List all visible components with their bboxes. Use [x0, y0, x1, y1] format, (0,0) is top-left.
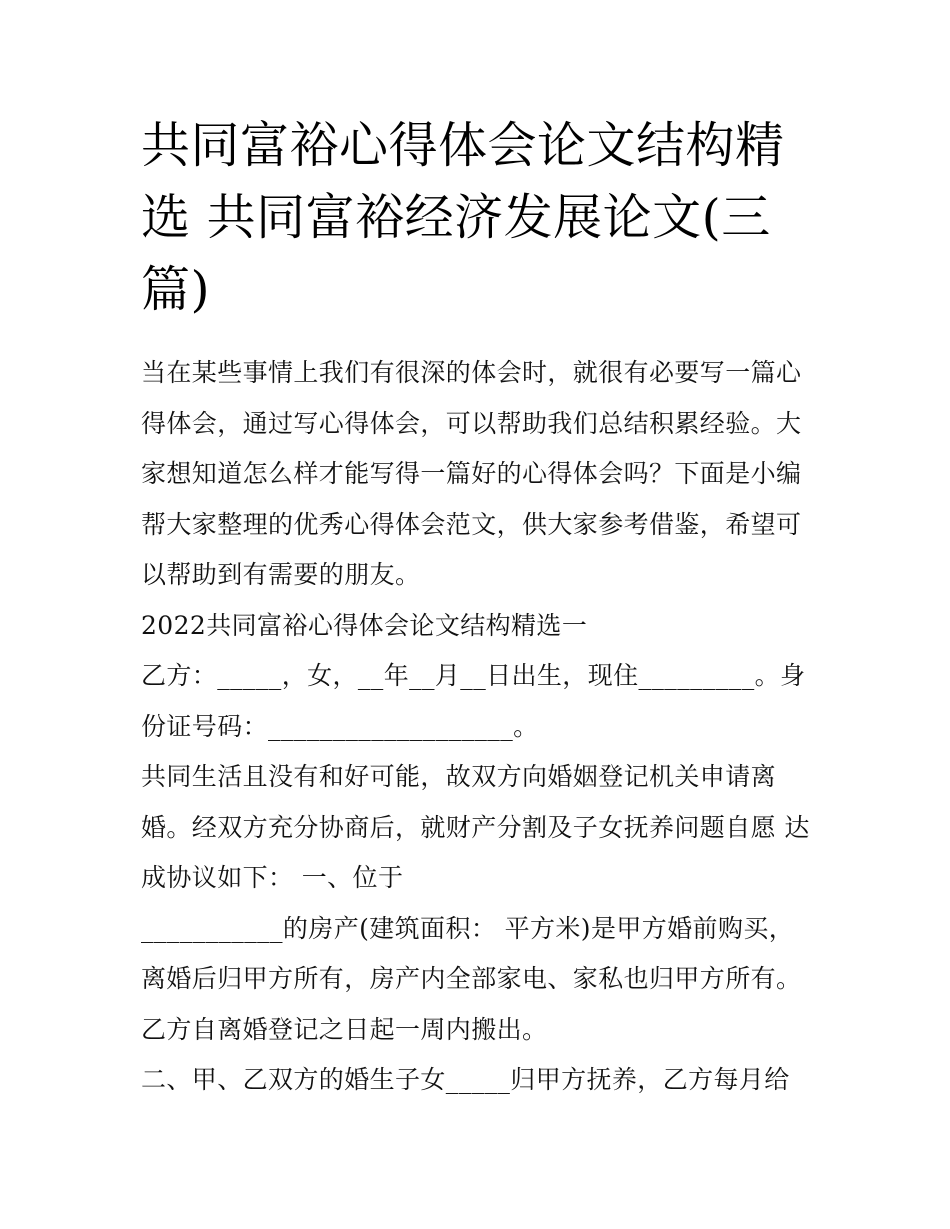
- property-clause-paragraph: ___________的房产(建筑面积： 平方米)是甲方婚前购买，离婚后归甲方所有，房产内全部家电、家私也归甲方所有。乙方自离婚登记之日起一周内搬出。: [141, 913, 802, 1044]
- document-body: [141, 348, 813, 1106]
- party-b-info-paragraph: 乙方：_____，女，__年__月__日出生，现住_________。身份证号码：___________________。: [141, 661, 806, 741]
- document-title: 共同富裕心得体会论文结构精选 共同富裕经济发展论文(三篇): [141, 117, 785, 318]
- document-content: [141, 110, 813, 1106]
- section-heading: 2022共同富裕心得体会论文结构精选一: [141, 610, 588, 640]
- custody-clause-paragraph: 二、甲、乙双方的婚生子女_____归甲方抚养，乙方每月给: [141, 1065, 790, 1094]
- divorce-agreement-paragraph: 共同生活且没有和好可能，故双方向婚姻登记机关申请离婚。经双方充分协商后，就财产分割及子女抚养问题自愿 达成协议如下： 一、位于: [141, 762, 810, 892]
- intro-paragraph: 当在某些事情上我们有很深的体会时，就很有必要写一篇心得体会，通过写心得体会，可以帮助我们总结积累经验。大家想知道怎么样才能写得一篇好的心得体会吗？下面是小编帮大家整理的优秀心得体会范文，供大家参考借鉴，希望可以帮助到有需要的朋友。: [141, 358, 802, 589]
